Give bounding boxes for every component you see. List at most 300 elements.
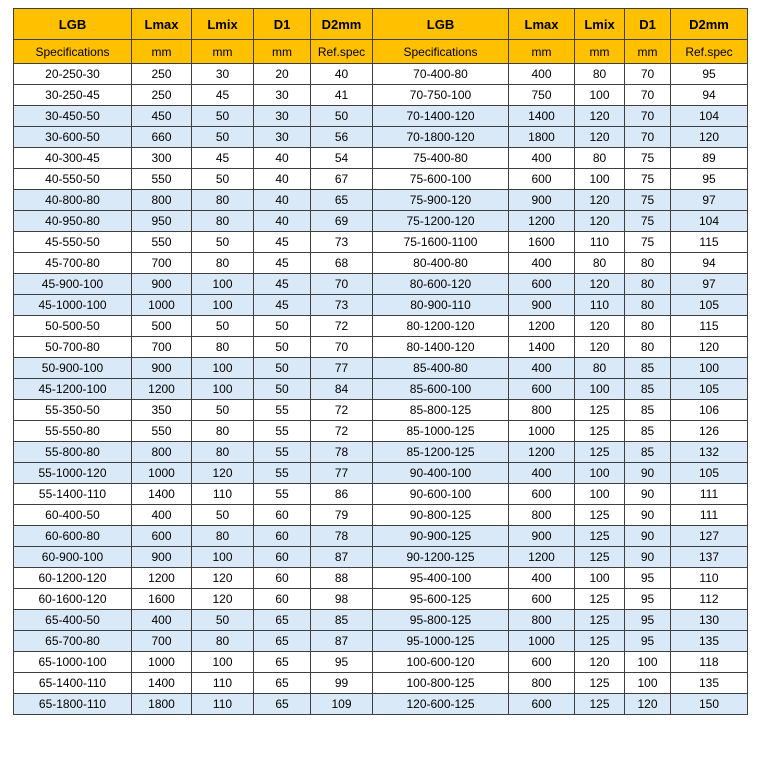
spec-cell: 70-750-100 [373,85,509,106]
value-cell: 120 [671,337,748,358]
value-cell: 600 [509,652,575,673]
value-cell: 125 [575,400,625,421]
value-cell: 90 [625,484,671,505]
column-title: D1 [254,9,311,40]
value-cell: 600 [509,169,575,190]
value-cell: 80 [575,358,625,379]
table-row [14,547,748,568]
value-cell: 80 [192,421,254,442]
value-cell: 105 [671,463,748,484]
value-cell: 85 [625,442,671,463]
value-cell: 1000 [132,652,192,673]
value-cell: 80 [625,337,671,358]
value-cell: 1200 [509,316,575,337]
column-subtitle: Specifications [14,40,132,64]
value-cell: 50 [254,379,311,400]
value-cell: 75 [625,148,671,169]
spec-cell: 70-1800-120 [373,127,509,148]
value-cell: 65 [254,610,311,631]
value-cell: 800 [509,505,575,526]
value-cell: 95 [625,631,671,652]
value-cell: 85 [625,379,671,400]
value-cell: 120 [575,211,625,232]
value-cell: 130 [671,610,748,631]
value-cell: 72 [311,400,373,421]
value-cell: 1400 [132,673,192,694]
value-cell: 125 [575,505,625,526]
table-row [14,505,748,526]
value-cell: 80 [192,631,254,652]
value-cell: 120 [575,316,625,337]
table-row [14,316,748,337]
value-cell: 55 [254,400,311,421]
value-cell: 70 [311,274,373,295]
table-row [14,673,748,694]
value-cell: 65 [254,631,311,652]
spec-cell: 75-1600-1100 [373,232,509,253]
value-cell: 55 [254,421,311,442]
spec-cell: 50-900-100 [14,358,132,379]
value-cell: 80 [575,64,625,85]
value-cell: 40 [254,169,311,190]
value-cell: 125 [575,694,625,715]
value-cell: 400 [509,64,575,85]
value-cell: 135 [671,673,748,694]
spec-cell: 55-550-80 [14,421,132,442]
table-row [14,484,748,505]
value-cell: 600 [509,379,575,400]
spec-cell: 90-1200-125 [373,547,509,568]
value-cell: 70 [311,337,373,358]
value-cell: 60 [254,547,311,568]
value-cell: 1000 [509,421,575,442]
value-cell: 94 [671,253,748,274]
value-cell: 1600 [132,589,192,610]
value-cell: 80 [625,295,671,316]
value-cell: 1800 [132,694,192,715]
value-cell: 105 [671,379,748,400]
spec-cell: 120-600-125 [373,694,509,715]
table-row [14,694,748,715]
value-cell: 80 [192,442,254,463]
spec-cell: 60-400-50 [14,505,132,526]
value-cell: 400 [509,253,575,274]
value-cell: 40 [254,190,311,211]
spec-cell: 95-600-125 [373,589,509,610]
spec-cell: 60-1600-120 [14,589,132,610]
value-cell: 1800 [509,127,575,148]
value-cell: 70 [625,85,671,106]
value-cell: 41 [311,85,373,106]
spec-cell: 90-400-100 [373,463,509,484]
column-subtitle: Specifications [373,40,509,64]
spec-table [13,8,748,715]
spec-cell: 55-350-50 [14,400,132,421]
header-title-row [14,9,748,40]
value-cell: 77 [311,358,373,379]
value-cell: 50 [192,169,254,190]
value-cell: 80 [625,274,671,295]
spec-cell: 40-550-50 [14,169,132,190]
spec-cell: 75-900-120 [373,190,509,211]
spec-cell: 40-950-80 [14,211,132,232]
value-cell: 95 [625,589,671,610]
column-title: Lmix [192,9,254,40]
column-subtitle: mm [132,40,192,64]
value-cell: 125 [575,589,625,610]
value-cell: 450 [132,106,192,127]
spec-cell: 95-400-100 [373,568,509,589]
table-row [14,232,748,253]
value-cell: 70 [625,106,671,127]
spec-cell: 50-500-50 [14,316,132,337]
value-cell: 85 [625,358,671,379]
spec-cell: 45-1000-100 [14,295,132,316]
value-cell: 69 [311,211,373,232]
value-cell: 80 [192,211,254,232]
value-cell: 50 [192,610,254,631]
value-cell: 105 [671,295,748,316]
value-cell: 72 [311,316,373,337]
header-sub-row [14,40,748,64]
spec-cell: 90-900-125 [373,526,509,547]
value-cell: 120 [625,694,671,715]
value-cell: 73 [311,295,373,316]
value-cell: 60 [254,568,311,589]
value-cell: 99 [311,673,373,694]
value-cell: 100 [575,379,625,400]
value-cell: 50 [254,316,311,337]
table-row [14,253,748,274]
value-cell: 1400 [132,484,192,505]
value-cell: 600 [132,526,192,547]
value-cell: 40 [311,64,373,85]
table-row [14,652,748,673]
value-cell: 120 [192,568,254,589]
value-cell: 80 [192,190,254,211]
spec-table-head [14,9,748,64]
value-cell: 600 [509,274,575,295]
value-cell: 111 [671,505,748,526]
value-cell: 40 [254,211,311,232]
value-cell: 100 [625,673,671,694]
spec-cell: 55-800-80 [14,442,132,463]
spec-cell: 45-900-100 [14,274,132,295]
value-cell: 110 [575,295,625,316]
value-cell: 72 [311,421,373,442]
value-cell: 100 [575,169,625,190]
value-cell: 300 [132,148,192,169]
value-cell: 75 [625,211,671,232]
column-title: LGB [373,9,509,40]
value-cell: 95 [625,610,671,631]
value-cell: 90 [625,526,671,547]
value-cell: 115 [671,316,748,337]
column-subtitle: mm [254,40,311,64]
value-cell: 126 [671,421,748,442]
value-cell: 900 [132,274,192,295]
spec-cell: 20-250-30 [14,64,132,85]
column-subtitle: mm [192,40,254,64]
value-cell: 120 [575,274,625,295]
value-cell: 100 [575,463,625,484]
value-cell: 1000 [509,631,575,652]
value-cell: 50 [192,127,254,148]
spec-cell: 70-400-80 [373,64,509,85]
spec-cell: 75-400-80 [373,148,509,169]
value-cell: 89 [671,148,748,169]
value-cell: 118 [671,652,748,673]
value-cell: 65 [254,652,311,673]
spec-cell: 65-700-80 [14,631,132,652]
value-cell: 600 [509,589,575,610]
value-cell: 600 [509,484,575,505]
value-cell: 45 [254,232,311,253]
value-cell: 50 [192,232,254,253]
value-cell: 100 [192,358,254,379]
value-cell: 1200 [132,568,192,589]
value-cell: 250 [132,85,192,106]
value-cell: 65 [254,694,311,715]
value-cell: 1000 [132,295,192,316]
spec-cell: 80-600-120 [373,274,509,295]
value-cell: 700 [132,253,192,274]
value-cell: 125 [575,442,625,463]
spec-cell: 55-1000-120 [14,463,132,484]
value-cell: 80 [192,337,254,358]
value-cell: 112 [671,589,748,610]
value-cell: 550 [132,169,192,190]
value-cell: 120 [575,127,625,148]
value-cell: 65 [254,673,311,694]
value-cell: 94 [671,85,748,106]
value-cell: 100 [192,295,254,316]
value-cell: 30 [192,64,254,85]
value-cell: 50 [192,106,254,127]
table-row [14,421,748,442]
value-cell: 106 [671,400,748,421]
value-cell: 98 [311,589,373,610]
value-cell: 90 [625,547,671,568]
value-cell: 45 [254,274,311,295]
spec-cell: 90-600-100 [373,484,509,505]
spec-cell: 80-900-110 [373,295,509,316]
value-cell: 132 [671,442,748,463]
value-cell: 30 [254,106,311,127]
value-cell: 111 [671,484,748,505]
spec-cell: 60-600-80 [14,526,132,547]
spec-cell: 55-1400-110 [14,484,132,505]
spec-cell: 40-800-80 [14,190,132,211]
value-cell: 104 [671,106,748,127]
value-cell: 120 [575,652,625,673]
column-subtitle: Ref.spec [671,40,748,64]
column-title: LGB [14,9,132,40]
table-row [14,526,748,547]
value-cell: 50 [254,337,311,358]
value-cell: 900 [132,358,192,379]
value-cell: 600 [509,694,575,715]
value-cell: 60 [254,505,311,526]
spec-cell: 45-1200-100 [14,379,132,400]
table-row [14,211,748,232]
value-cell: 85 [311,610,373,631]
value-cell: 100 [575,85,625,106]
value-cell: 78 [311,526,373,547]
column-title: Lmax [509,9,575,40]
column-title: D2mm [671,9,748,40]
value-cell: 110 [575,232,625,253]
value-cell: 85 [625,400,671,421]
value-cell: 120 [575,190,625,211]
value-cell: 100 [671,358,748,379]
value-cell: 135 [671,631,748,652]
spec-cell: 45-700-80 [14,253,132,274]
value-cell: 550 [132,421,192,442]
value-cell: 80 [575,148,625,169]
value-cell: 80 [192,526,254,547]
value-cell: 67 [311,169,373,190]
value-cell: 70 [625,127,671,148]
value-cell: 30 [254,127,311,148]
value-cell: 1400 [509,337,575,358]
value-cell: 80 [192,253,254,274]
value-cell: 80 [575,253,625,274]
column-subtitle: Ref.spec [311,40,373,64]
value-cell: 800 [509,610,575,631]
value-cell: 750 [509,85,575,106]
table-row [14,400,748,421]
value-cell: 90 [625,505,671,526]
value-cell: 50 [311,106,373,127]
value-cell: 1200 [509,547,575,568]
spec-cell: 60-900-100 [14,547,132,568]
value-cell: 100 [192,547,254,568]
value-cell: 54 [311,148,373,169]
spec-cell: 85-1000-125 [373,421,509,442]
table-row [14,169,748,190]
value-cell: 120 [575,337,625,358]
table-row [14,610,748,631]
column-subtitle: mm [509,40,575,64]
value-cell: 95 [625,568,671,589]
table-row [14,358,748,379]
value-cell: 55 [254,463,311,484]
value-cell: 80 [625,253,671,274]
value-cell: 900 [509,526,575,547]
value-cell: 250 [132,64,192,85]
spec-cell: 65-1000-100 [14,652,132,673]
value-cell: 900 [509,295,575,316]
value-cell: 900 [132,547,192,568]
value-cell: 120 [192,463,254,484]
value-cell: 1000 [132,463,192,484]
value-cell: 97 [671,190,748,211]
column-title: Lmax [132,9,192,40]
value-cell: 45 [254,295,311,316]
value-cell: 73 [311,232,373,253]
value-cell: 110 [192,484,254,505]
value-cell: 100 [575,568,625,589]
value-cell: 100 [575,484,625,505]
value-cell: 109 [311,694,373,715]
column-title: D1 [625,9,671,40]
spec-cell: 65-1400-110 [14,673,132,694]
spec-cell: 85-600-100 [373,379,509,400]
value-cell: 400 [132,610,192,631]
table-row [14,274,748,295]
value-cell: 1200 [509,211,575,232]
value-cell: 50 [254,358,311,379]
spec-cell: 45-550-50 [14,232,132,253]
value-cell: 60 [254,589,311,610]
table-row [14,64,748,85]
value-cell: 125 [575,526,625,547]
column-title: D2mm [311,9,373,40]
spec-cell: 80-1400-120 [373,337,509,358]
spec-cell: 85-800-125 [373,400,509,421]
spec-cell: 90-800-125 [373,505,509,526]
spec-cell: 80-400-80 [373,253,509,274]
column-title: Lmix [575,9,625,40]
spec-cell: 80-1200-120 [373,316,509,337]
table-row [14,148,748,169]
value-cell: 400 [509,463,575,484]
value-cell: 104 [671,211,748,232]
column-subtitle: mm [625,40,671,64]
value-cell: 45 [192,85,254,106]
value-cell: 87 [311,547,373,568]
value-cell: 137 [671,547,748,568]
value-cell: 56 [311,127,373,148]
value-cell: 45 [192,148,254,169]
value-cell: 660 [132,127,192,148]
value-cell: 78 [311,442,373,463]
spec-cell: 60-1200-120 [14,568,132,589]
value-cell: 1600 [509,232,575,253]
value-cell: 125 [575,610,625,631]
spec-cell: 75-1200-120 [373,211,509,232]
value-cell: 40 [254,148,311,169]
table-row [14,589,748,610]
value-cell: 115 [671,232,748,253]
value-cell: 400 [509,568,575,589]
value-cell: 800 [509,673,575,694]
value-cell: 500 [132,316,192,337]
value-cell: 800 [132,442,192,463]
spec-cell: 85-400-80 [373,358,509,379]
spec-cell: 85-1200-125 [373,442,509,463]
value-cell: 50 [192,505,254,526]
value-cell: 700 [132,337,192,358]
value-cell: 550 [132,232,192,253]
value-cell: 85 [625,421,671,442]
value-cell: 84 [311,379,373,400]
table-row [14,106,748,127]
value-cell: 95 [671,169,748,190]
value-cell: 1400 [509,106,575,127]
spec-cell: 70-1400-120 [373,106,509,127]
value-cell: 1200 [509,442,575,463]
value-cell: 100 [625,652,671,673]
spec-cell: 100-600-120 [373,652,509,673]
value-cell: 95 [311,652,373,673]
spec-table-body [14,64,748,715]
spec-cell: 95-1000-125 [373,631,509,652]
value-cell: 45 [254,253,311,274]
value-cell: 60 [254,526,311,547]
value-cell: 75 [625,190,671,211]
